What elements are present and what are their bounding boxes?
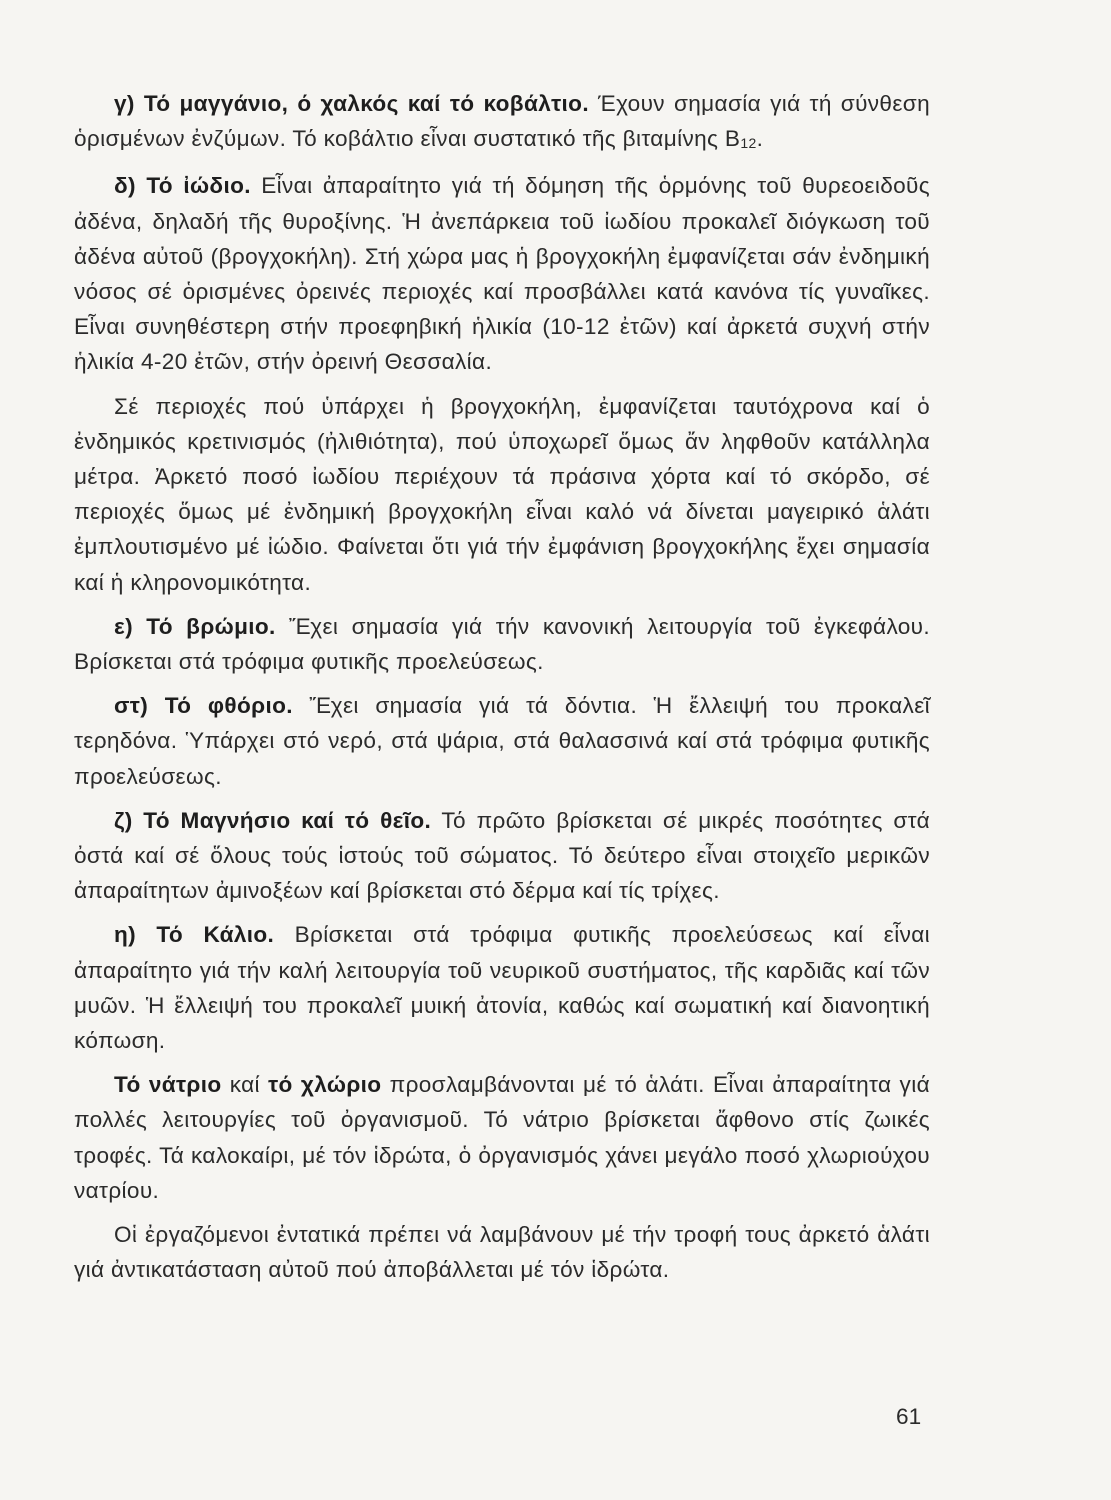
text-workers-salt: Οἱ ἐργαζόμενοι ἐντατικά πρέπει νά λαμβάνουν μέ τήν τροφή τους ἀρκετό ἁλάτι γιά ἀντικατάσταση αὐτοῦ πού ἀποβάλλεται μέ τόν ἱδρώτα. <box>74 1222 930 1283</box>
text-sodium-chlorine: προσλαμβάνονται μέ τό ἁλάτι. Εἶναι ἀπαραίτητα γιά πολλές λειτουργίες τοῦ ὀργανισμοῦ. Τό νάτριο βρίσκεται ἄφθονο στίς ζωικές τροφές. Τά καλοκαίρι, μέ τόν ἱδρώτα, ὁ ὀργανισμός χάνει μεγάλο ποσό χλωριούχου νατρίου. <box>74 1072 930 1203</box>
heading-iodine: δ) Τό ἰώδιο. <box>114 173 251 199</box>
paragraph-workers-salt <box>74 1217 930 1287</box>
text-magnesium-sulfur: Τό πρῶτο βρίσκεται σέ μικρές ποσότητες στά ὀστά καί σέ ὅλους τούς ἱστούς τοῦ σώματος. Τό δεύτερο εἶναι στοιχεῖο μερικῶν ἀπαραίτητων ἀμινοξέων καί βρίσκεται στό δέρμα καί τίς τρίχες. <box>74 807 931 904</box>
text-fluorine: Ἔχει σημασία γιά τά δόντια. Ἡ ἔλλειψή του προκαλεῖ τερηδόνα. Ὑπάρχει στό νερό, στά ψάρια, στά θαλασσινά καί στά τρόφιμα φυτικῆς προελεύσεως. <box>74 693 930 789</box>
heading-bromine: ε) Τό βρώμιο. <box>114 613 276 639</box>
text-bromine: Ἔχει σημασία γιά τήν κανονική λειτουργία τοῦ ἐγκεφάλου. Βρίσκεται στά τρόφιμα φυτικῆς προελεύσεως. <box>74 613 930 675</box>
suffix-manganese-copper-cobalt: . <box>756 126 764 152</box>
paragraph-fluorine <box>74 688 930 794</box>
heading-chlorine: τό χλώριο <box>268 1072 382 1098</box>
heading-fluorine: στ) Τό φθόριο. <box>114 693 293 719</box>
text-iodine: Εἶναι ἀπαραίτητο γιά τή δόμηση τῆς ὁρμόνης τοῦ θυρεοειδοῦς ἀδένα, δηλαδή τῆς θυροξίνης. Ἡ ἀνεπάρκεια τοῦ ἰωδίου προκαλεῖ διόγκωση τοῦ ἀδένα αὐτοῦ (βρογχοκήλη). Στή χώρα μας ἡ βρογχοκήλη ἐμφανίζεται σάν ἐνδημική νόσος σέ ὁρισμένες ὀρεινές περιοχές καί προσβάλλει κατά κανόνα τίς γυναῖκες. Εἶναι συνηθέστερη στήν προεφηβική ἡλικία (10-12 ἐτῶν) καί ἀρκετά συχνή στήν ἡλικία 4-20 ἐτῶν, στήν ὀρεινή Θεσσαλία. <box>74 173 930 375</box>
page-number: 61 <box>896 1404 922 1429</box>
subscript-b12: 12 <box>740 135 757 152</box>
paragraph-goiter-regions <box>74 389 930 600</box>
paragraph-manganese-copper-cobalt <box>74 86 930 159</box>
text-potassium: Βρίσκεται στά τρόφιμα φυτικῆς προελεύσεως καί εἶναι ἀπαραίτητο γιά τήν καλή λειτουργία τοῦ νευρικοῦ συστήματος, τῆς καρδιᾶς καί τῶν μυῶν. Ἡ ἔλλειψή του προκαλεῖ μυική ἀτονία, καθώς καί σωματική καί διανοητική κόπωση. <box>74 922 930 1054</box>
paragraph-sodium-chlorine <box>74 1067 930 1208</box>
page-body <box>74 86 930 1297</box>
paragraph-magnesium-sulfur <box>74 803 930 909</box>
text-goiter-regions: Σέ περιοχές πού ὑπάρχει ἡ βρογχοκήλη, ἐμφανίζεται ταυτόχρονα καί ὁ ἐνδημικός κρετινισμός (ἠλιθιότητα), πού ὑποχωρεῖ ὅμως ἄν ληφθοῦν κατάλληλα μέτρα. Ἀρκετό ποσό ἰωδίου περιέχουν τά πράσινα χόρτα καί τό σκόρδο, σέ περιοχές ὅμως μέ ἐνδημική βρογχοκήλη εἶναι καλό νά δίνεται μαγειρικό ἁλάτι ἐμπλουτισμένο μέ ἰώδιο. Φαίνεται ὅτι γιά τήν ἐμφάνιση βρογχοκήλης ἔχει σημασία καί ἡ κληρονομικότητα. <box>74 393 930 595</box>
paragraph-potassium <box>74 917 930 1058</box>
text-sodium-chlorine-joiner: καί <box>221 1072 269 1098</box>
paragraph-iodine <box>74 168 930 379</box>
text-manganese-copper-cobalt: Έχουν σημασία γιά τή σύνθεση ὁρισμένων ἐνζύμων. Τό κοβάλτιο εἶναι συστατικό τῆς βιταμίνης Β <box>74 91 930 152</box>
heading-manganese-copper-cobalt: γ) Τό μαγγάνιο, ό χαλκός καί τό κοβάλτιο. <box>114 91 589 116</box>
heading-sodium: Τό νάτριο <box>114 1072 222 1098</box>
paragraph-bromine <box>74 609 930 679</box>
heading-potassium: η) Τό Κάλιο. <box>114 922 275 948</box>
heading-magnesium-sulfur: ζ) Τό Μαγνήσιο καί τό θεῖο. <box>114 807 432 833</box>
